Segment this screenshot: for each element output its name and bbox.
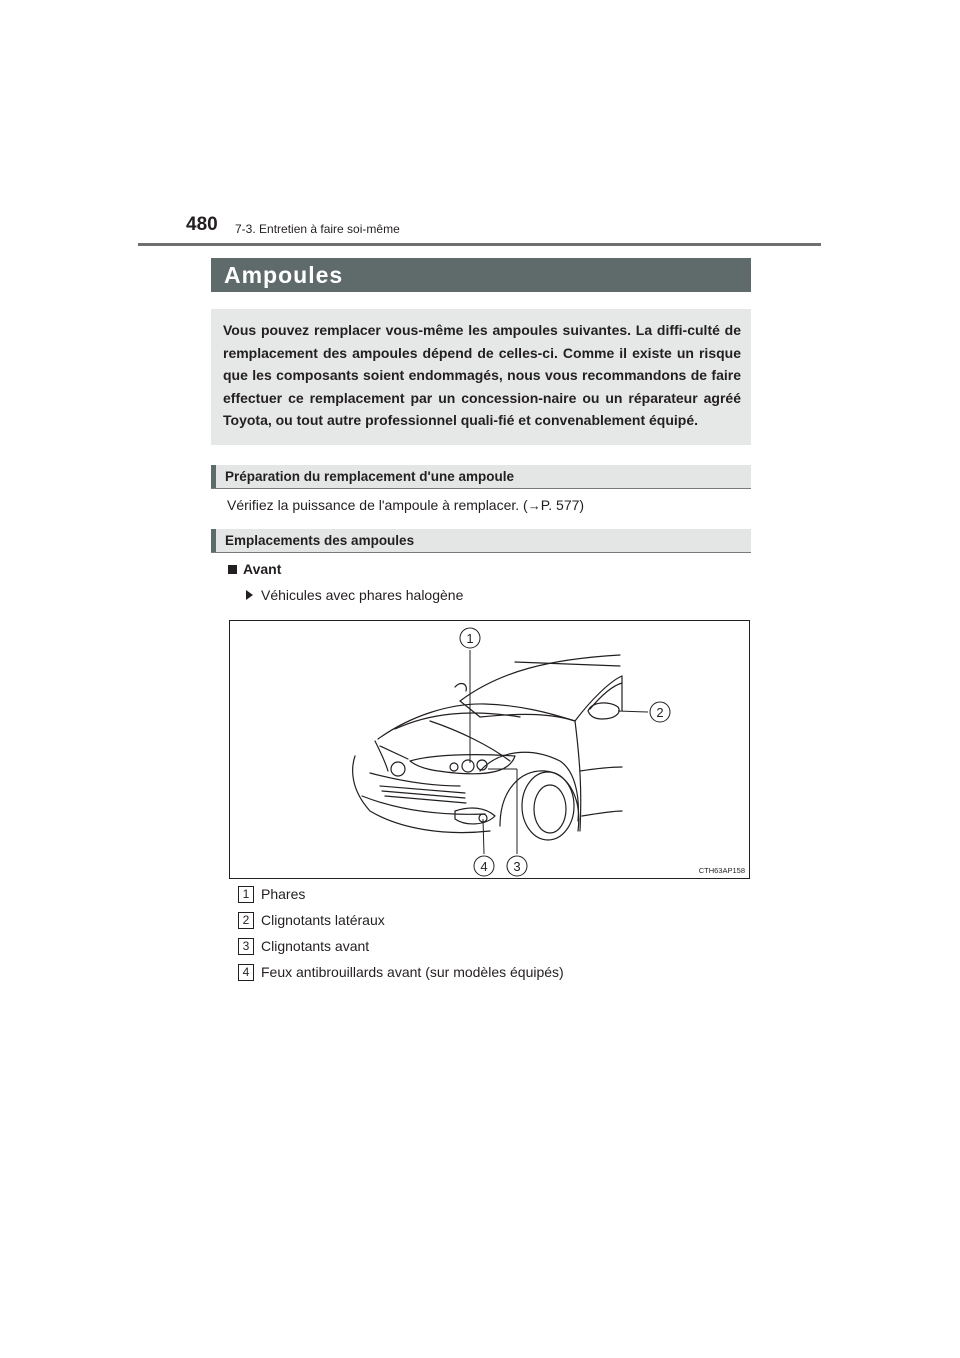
subheader-label: Préparation du remplacement d'une ampoule bbox=[225, 469, 515, 484]
triangle-bullet-icon bbox=[246, 590, 253, 600]
front-heading: Avant bbox=[243, 561, 282, 577]
callout-2: 2 bbox=[656, 705, 664, 720]
legend-number: 2 bbox=[238, 912, 254, 929]
page-reference-link[interactable]: P. 577) bbox=[540, 497, 585, 513]
callout-3: 3 bbox=[513, 859, 521, 874]
car-illustration bbox=[230, 621, 751, 880]
page-title: Ampoules bbox=[224, 262, 344, 288]
callout-4: 4 bbox=[480, 859, 488, 874]
legend-text: Phares bbox=[261, 886, 306, 902]
car-figure bbox=[229, 620, 750, 879]
title-bar bbox=[211, 258, 751, 292]
legend-text: Clignotants avant bbox=[261, 938, 370, 954]
legend-number: 3 bbox=[238, 938, 254, 955]
vehicle-variant: Véhicules avec phares halogène bbox=[261, 587, 464, 603]
legend-number: 4 bbox=[238, 964, 254, 981]
preparation-text bbox=[227, 497, 584, 513]
legend-number: 1 bbox=[238, 886, 254, 903]
subheader-locations bbox=[211, 529, 751, 553]
page-number: 480 bbox=[186, 214, 218, 235]
callout-1: 1 bbox=[466, 631, 474, 646]
subheader-accent bbox=[211, 529, 216, 552]
intro-box bbox=[211, 309, 751, 445]
section-reference: 7-3. Entretien à faire soi-même bbox=[235, 222, 400, 236]
reference-arrow-icon: → bbox=[527, 498, 541, 513]
square-bullet-icon bbox=[228, 565, 237, 574]
header-rule bbox=[138, 243, 821, 246]
legend-text: Clignotants latéraux bbox=[261, 912, 385, 928]
legend-text: Feux antibrouillards avant (sur modèles équipés) bbox=[261, 964, 564, 980]
subheader-accent bbox=[211, 465, 216, 488]
figure-code: CTH63AP158 bbox=[698, 866, 745, 875]
subheader-preparation bbox=[211, 465, 751, 489]
intro-paragraph: Vous pouvez remplacer vous-même les ampoules suivantes. La diffi-culté de remplacement des ampoules dépend de celles-ci. Comme il existe un risque que les composants soient endommagés, nous vous recommandons de faire effectuer ce remplacement par un concession-naire ou un réparateur agréé Toyota, ou tout autre professionnel quali-fié et convenablement équipé. bbox=[223, 322, 741, 429]
subheader-label: Emplacements des ampoules bbox=[225, 533, 415, 548]
preparation-sentence: Vérifiez la puissance de l'ampoule à remplacer. ( bbox=[227, 497, 528, 513]
